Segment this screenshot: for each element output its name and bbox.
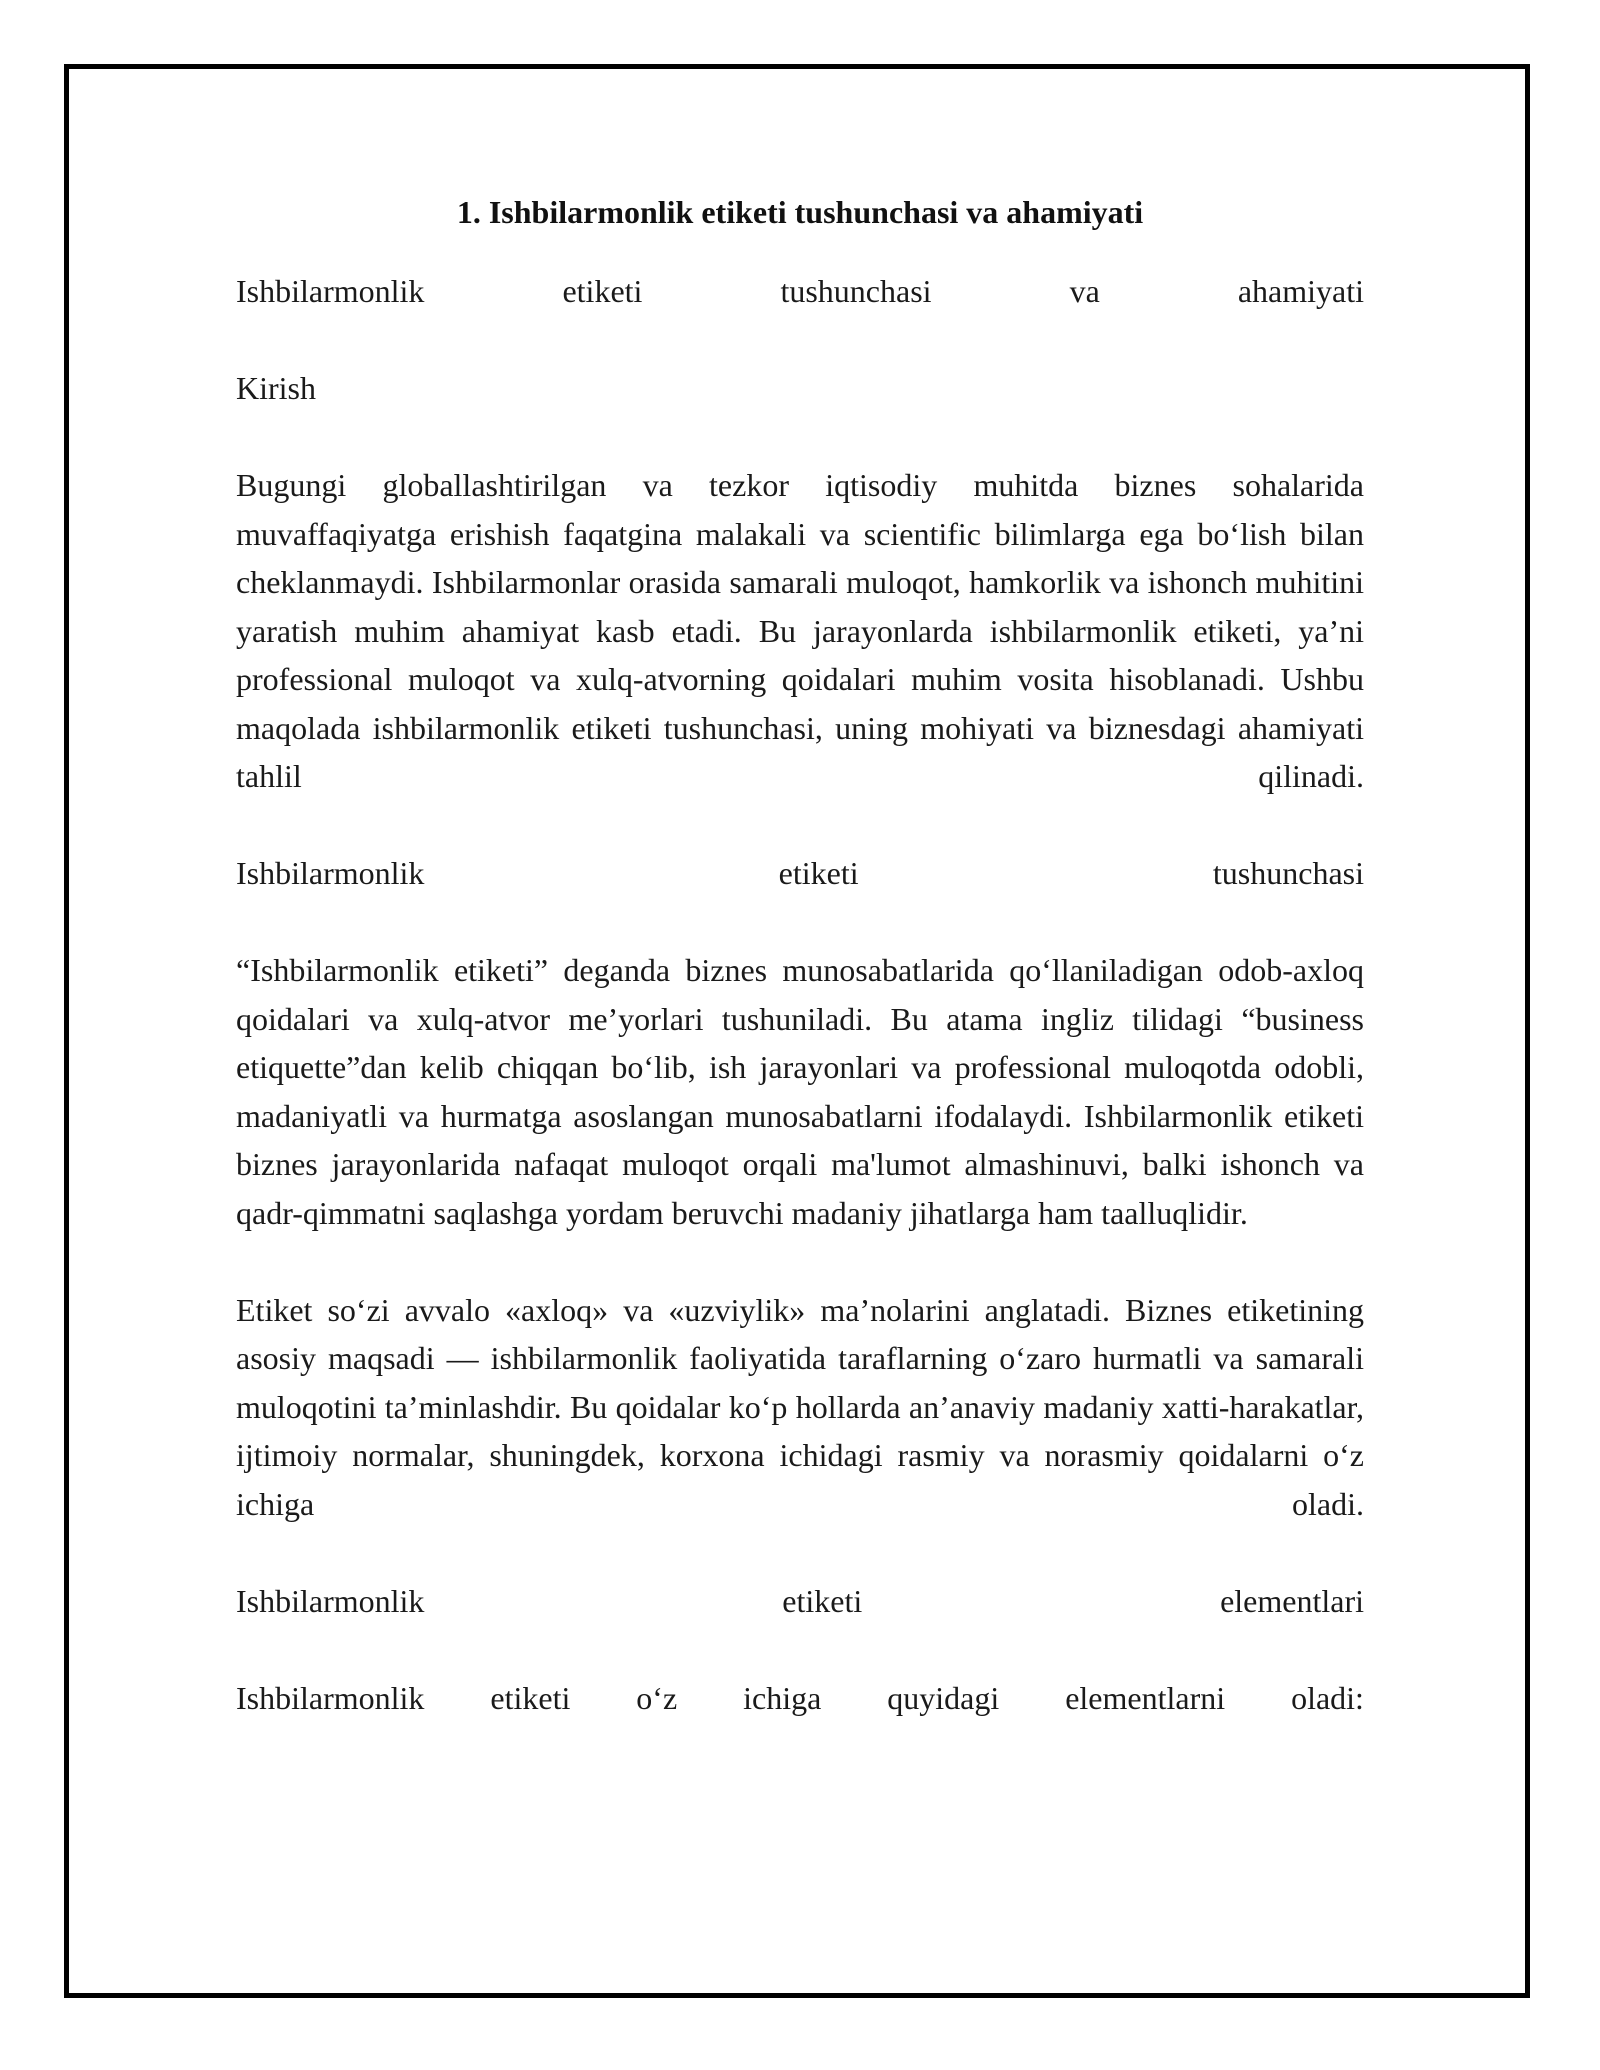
line-word: Ishbilarmonlik bbox=[236, 1679, 425, 1716]
heading-word: elementlari bbox=[1220, 1582, 1364, 1619]
paragraph-intro: Bugungi globallashtirilgan va tezkor iqtisodiy muhitda biznes sohalarida muvaffaqiyatga erishish faqatgina malakali va scientific bilimlarga ega bo‘lish bilan cheklanmaydi. Ishbilarmonlar orasida samarali muloqot, hamkorlik va ishonch muhitini yaratish muhim ahamiyat kasb etadi. Bu jarayonlarda ishbilarmonlik etiketi, ya’ni professional muloqot va xulq-atvorning qoidalari muhim vosita hisoblanadi. Ushbu maqolada ishbilarmonlik etiketi tushunchasi, uning mohiyati va biznesdagi ahamiyati tahlil qilinadi. bbox=[236, 467, 1364, 794]
line-word: oladi: bbox=[1291, 1679, 1364, 1716]
paragraph-definition: “Ishbilarmonlik etiketi” deganda biznes munosabatlarida qo‘llaniladigan odob-axloq qoidalari va xulq-atvor me’yorlari tushuniladi. Bu atama ingliz tilidagi “business etiquette”dan kelib chiqqan bo‘lib, ish jarayonlari va professional muloqotda odobli, madaniyatli va hurmatga asoslangan munosabatlarni ifodalaydi. Ishbilarmonlik etiketi biznes jarayonlarida nafaqat muloqot orqali ma'lumot almashinuvi, balki ishonch va qadr-qimmatni saqlashga yordam beruvchi madaniy jihatlarga ham taalluqlidir. bbox=[236, 952, 1364, 1231]
heading-word: Ishbilarmonlik bbox=[236, 1582, 425, 1619]
paragraph-etiquette-meaning: Etiket so‘zi avvalo «axloq» va «uzviylik» ma’nolarini anglatadi. Biznes etiketining asosiy maqsadi — ishbilarmonlik faoliyatida taraflarning o‘zaro hurmatli va samarali muloqotini ta’minlashdir. Bu qoidalar ko‘p hollarda an’anaviy madaniy xatti-harakatlar, ijtimoiy normalar, shuningdek, korxona ichidagi rasmiy va norasmiy qoidalarni o‘z ichiga oladi. bbox=[236, 1291, 1364, 1522]
heading-word: etiketi bbox=[782, 1582, 863, 1619]
heading-line-3 bbox=[236, 1577, 1364, 1626]
heading-word: va bbox=[1069, 273, 1100, 309]
heading-line-2 bbox=[236, 849, 1364, 898]
heading-word: ahamiyati bbox=[1237, 273, 1364, 309]
line-word: ichiga bbox=[743, 1679, 822, 1716]
heading-word: etiketi bbox=[778, 855, 859, 891]
heading-line-1 bbox=[236, 267, 1364, 316]
document-body bbox=[236, 188, 1364, 1771]
line-word: elementlarni bbox=[1065, 1679, 1226, 1716]
heading-word: Ishbilarmonlik bbox=[236, 855, 425, 891]
document-title: 1. Ishbilarmonlik etiketi tushunchasi va ahamiyati bbox=[456, 194, 1144, 230]
heading-word: Ishbilarmonlik bbox=[236, 273, 425, 309]
heading-word: etiketi bbox=[562, 273, 643, 309]
line-word: etiketi bbox=[490, 1679, 571, 1716]
elements-intro-line bbox=[236, 1674, 1364, 1723]
intro-label: Kirish bbox=[236, 370, 316, 406]
heading-word: tushunchasi bbox=[780, 273, 932, 309]
line-word: quyidagi bbox=[887, 1679, 1000, 1716]
line-word: o‘z bbox=[636, 1679, 678, 1716]
heading-word: tushunchasi bbox=[1212, 855, 1364, 891]
